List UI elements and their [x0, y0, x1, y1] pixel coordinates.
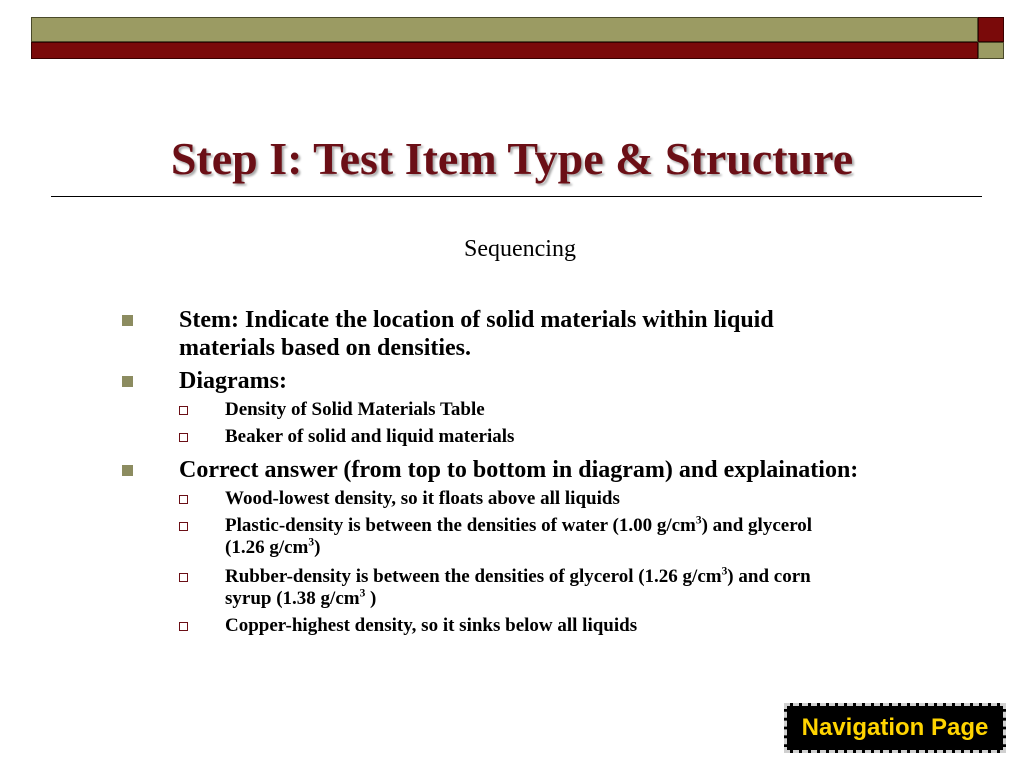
hollow-square-bullet-icon	[179, 522, 188, 531]
hollow-square-bullet-icon	[179, 622, 188, 631]
answer-item-wood: Wood-lowest density, so it floats above all liquids	[225, 488, 620, 509]
square-bullet-icon	[122, 376, 133, 387]
answer-item-plastic: Plastic-density is between the densities of water (1.00 $g/cm^3$) and glycerol (1.26 $g/cm^3$)	[225, 514, 813, 558]
hollow-square-bullet-icon	[179, 573, 188, 582]
bullet-correct-answer: Correct answer (from top to bottom in diagram) and explaination:	[179, 457, 859, 483]
slide-subtitle: Sequencing	[464, 236, 576, 262]
diagram-item: Beaker of solid and liquid materials	[225, 426, 515, 447]
diagram-item: Density of Solid Materials Table	[225, 399, 485, 420]
navigation-page-button[interactable]: Navigation Page	[784, 703, 1006, 753]
bullet-diagrams: Diagrams:	[179, 368, 287, 394]
bullet-stem: Stem: Indicate the location of solid materials within liquid materials based on densities.	[179, 307, 774, 361]
square-bullet-icon	[122, 465, 133, 476]
hollow-square-bullet-icon	[179, 433, 188, 442]
hollow-square-bullet-icon	[179, 406, 188, 415]
slide-title: Step I: Test Item Type & Structure	[170, 133, 854, 184]
answer-item-rubber: Rubber-density is between the densities of glycerol (1.26 $g/cm^3$) and corn syrup (1.38 $g/cm^3$ )	[225, 565, 811, 609]
square-bullet-icon	[122, 315, 133, 326]
answer-item-copper: Copper-highest density, so it sinks below all liquids	[225, 615, 638, 636]
hollow-square-bullet-icon	[179, 495, 188, 504]
